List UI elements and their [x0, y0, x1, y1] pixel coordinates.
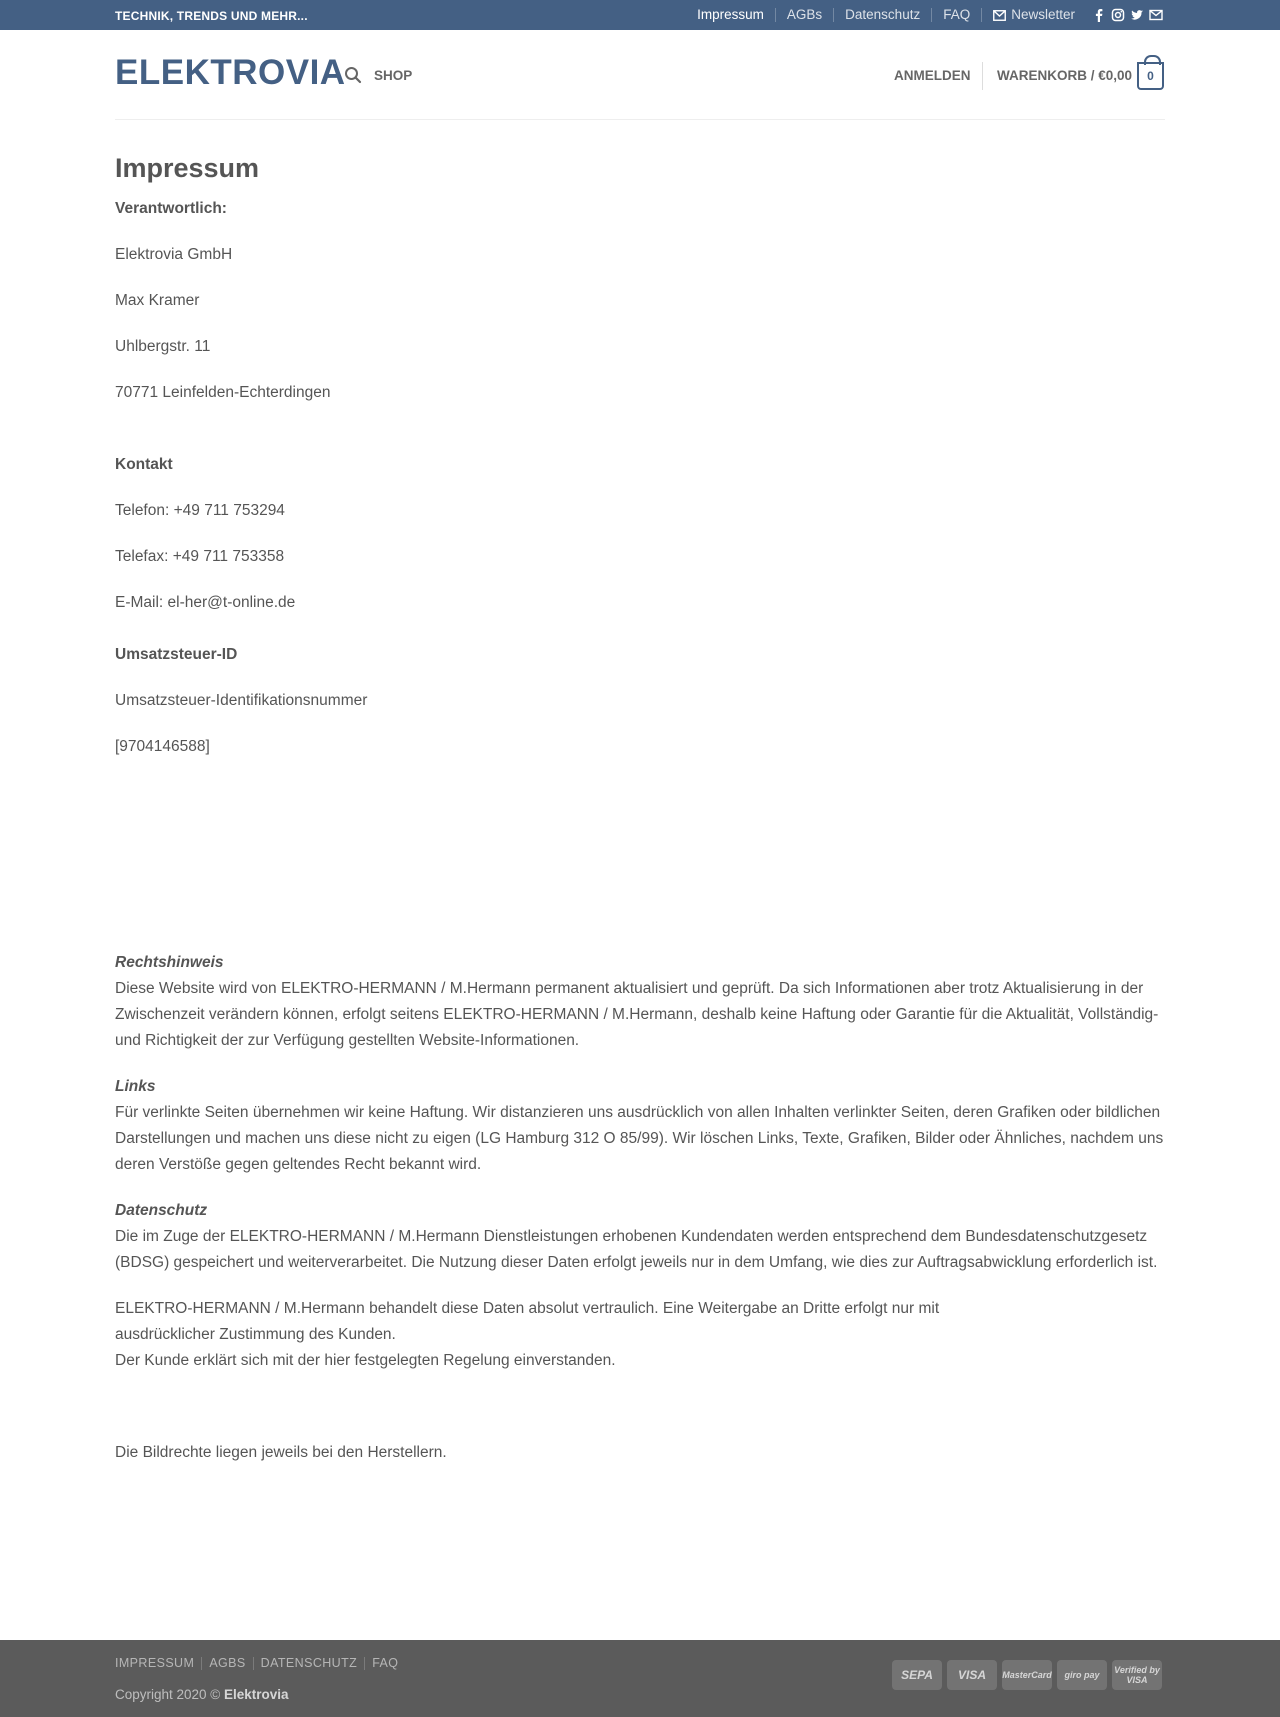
legal-notice	[115, 950, 1165, 1466]
cart-link[interactable]: WARENKORB / €0,00	[997, 68, 1133, 83]
contact-heading: Kontakt	[115, 456, 173, 473]
vat-label: Umsatzsteuer-Identifikationsnummer	[115, 692, 368, 709]
tagline: TECHNIK, TRENDS UND MEHR...	[115, 9, 308, 23]
envelope-icon	[993, 10, 1006, 21]
rechtshinweis-heading: Rechtshinweis	[115, 954, 224, 971]
shop-link[interactable]: SHOP	[374, 68, 413, 83]
street-address: Uhlbergstr. 11	[115, 338, 211, 355]
newsletter-label: Newsletter	[1011, 7, 1075, 22]
social-icons	[1092, 8, 1163, 22]
links-text: Für verlinkte Seiten übernehmen wir keine Haftung. Wir distanzieren uns ausdrücklich von allen Inhalten verlinkter Seiten, deren Grafiken oder bildlichen Darstellungen und machen uns diese nicht zu eigen (LG Hamburg 312 O 85/99). Wir löschen Links, Texte, Grafiken, Bilder oder Ähnliches, nachdem uns deren Verstöße gegen geltendes Recht bekannt wird.	[115, 1104, 1164, 1173]
login-link[interactable]: ANMELDEN	[894, 68, 971, 83]
email-icon[interactable]	[1149, 8, 1163, 22]
image-rights-text: Die Bildrechte liegen jeweils bei den Herstellern.	[115, 1444, 447, 1461]
phone-number: Telefon: +49 711 753294	[115, 502, 285, 519]
top-bar	[0, 0, 1280, 30]
top-nav-faq[interactable]: FAQ	[931, 8, 981, 22]
facebook-icon[interactable]	[1092, 8, 1106, 22]
mastercard-icon: MasterCard	[1002, 1660, 1052, 1690]
top-nav-impressum[interactable]: Impressum	[697, 7, 764, 22]
fax-number: Telefax: +49 711 753358	[115, 548, 285, 565]
copyright-prefix: Copyright 2020 ©	[115, 1687, 225, 1702]
verified-by-visa-icon: Verified by VISA	[1112, 1660, 1162, 1690]
newsletter-link[interactable]	[981, 8, 1086, 22]
top-nav	[686, 0, 1163, 30]
header-divider-line	[115, 119, 1165, 120]
confidentiality-text	[115, 1296, 1165, 1374]
footer-nav-impressum[interactable]: IMPRESSUM	[115, 1656, 195, 1670]
header-divider	[982, 62, 983, 90]
site-logo[interactable]: ELEKTROVIA	[115, 53, 346, 92]
top-nav-datenschutz[interactable]: Datenschutz	[833, 8, 931, 22]
sepa-icon: SEPA	[892, 1660, 942, 1690]
footer-nav-agbs[interactable]: AGBS	[201, 1657, 252, 1670]
footer-nav	[115, 1657, 405, 1670]
top-nav-agbs[interactable]: AGBs	[775, 8, 833, 22]
vat-number: [9704146588]	[115, 738, 210, 755]
footer-nav-faq[interactable]: FAQ	[364, 1657, 405, 1670]
confidentiality-line-2: ausdrücklicher Zustimmung des Kunden.	[115, 1326, 396, 1343]
city-address: 70771 Leinfelden-Echterdingen	[115, 384, 331, 401]
main-content	[115, 150, 1165, 1486]
cart-count-badge[interactable]: 0	[1137, 62, 1164, 90]
giropay-icon: giro pay	[1057, 1660, 1107, 1690]
datenschutz-text: Die im Zuge der ELEKTRO-HERMANN / M.Hermann Dienstleistungen erhobenen Kundendaten werden entsprechend dem Bundesdatenschutzgesetz (BDSG) gespeichert und weiterverarbeitet. Die Nutzung dieser Daten erfolgt jeweils nur in dem Umfang, wie dies zur Auftragsabwicklung erforderlich ist.	[115, 1228, 1158, 1271]
visa-icon: VISA	[947, 1660, 997, 1690]
rechtshinweis-text: Diese Website wird von ELEKTRO-HERMANN / M.Hermann permanent aktualisiert und geprüft. Da sich Informationen aber trotz Aktualisierung in der Zwischenzeit verändern können, erfolgt seitens ELEKTRO-HERMANN / M.Hermann, deshalb keine Haftung oder Garantie für die Aktualität, Vollständig- und Richtigkeit der zur Verfügung gestellten Website-Informationen.	[115, 980, 1159, 1049]
vat-heading: Umsatzsteuer-ID	[115, 646, 238, 663]
instagram-icon[interactable]	[1111, 8, 1125, 22]
footer	[0, 1640, 1280, 1717]
search-icon[interactable]	[344, 66, 362, 84]
email-address: E-Mail: el-her@t-online.de	[115, 594, 296, 611]
copyright	[115, 1687, 289, 1702]
copyright-brand: Elektrovia	[224, 1687, 289, 1702]
page-title: Impressum	[115, 153, 260, 183]
company-name: Elektrovia GmbH	[115, 246, 233, 263]
footer-nav-datenschutz[interactable]: DATENSCHUTZ	[253, 1657, 365, 1670]
payment-icons	[892, 1660, 1162, 1690]
person-name: Max Kramer	[115, 292, 200, 309]
confidentiality-line-3: Der Kunde erklärt sich mit der hier festgelegten Regelung einverstanden.	[115, 1352, 616, 1369]
links-heading: Links	[115, 1078, 156, 1095]
twitter-icon[interactable]	[1130, 8, 1144, 22]
responsible-heading: Verantwortlich:	[115, 200, 227, 217]
confidentiality-line-1: ELEKTRO-HERMANN / M.Hermann behandelt diese Daten absolut vertraulich. Eine Weitergabe an Dritte erfolgt nur mit	[115, 1300, 940, 1317]
datenschutz-heading: Datenschutz	[115, 1202, 208, 1219]
